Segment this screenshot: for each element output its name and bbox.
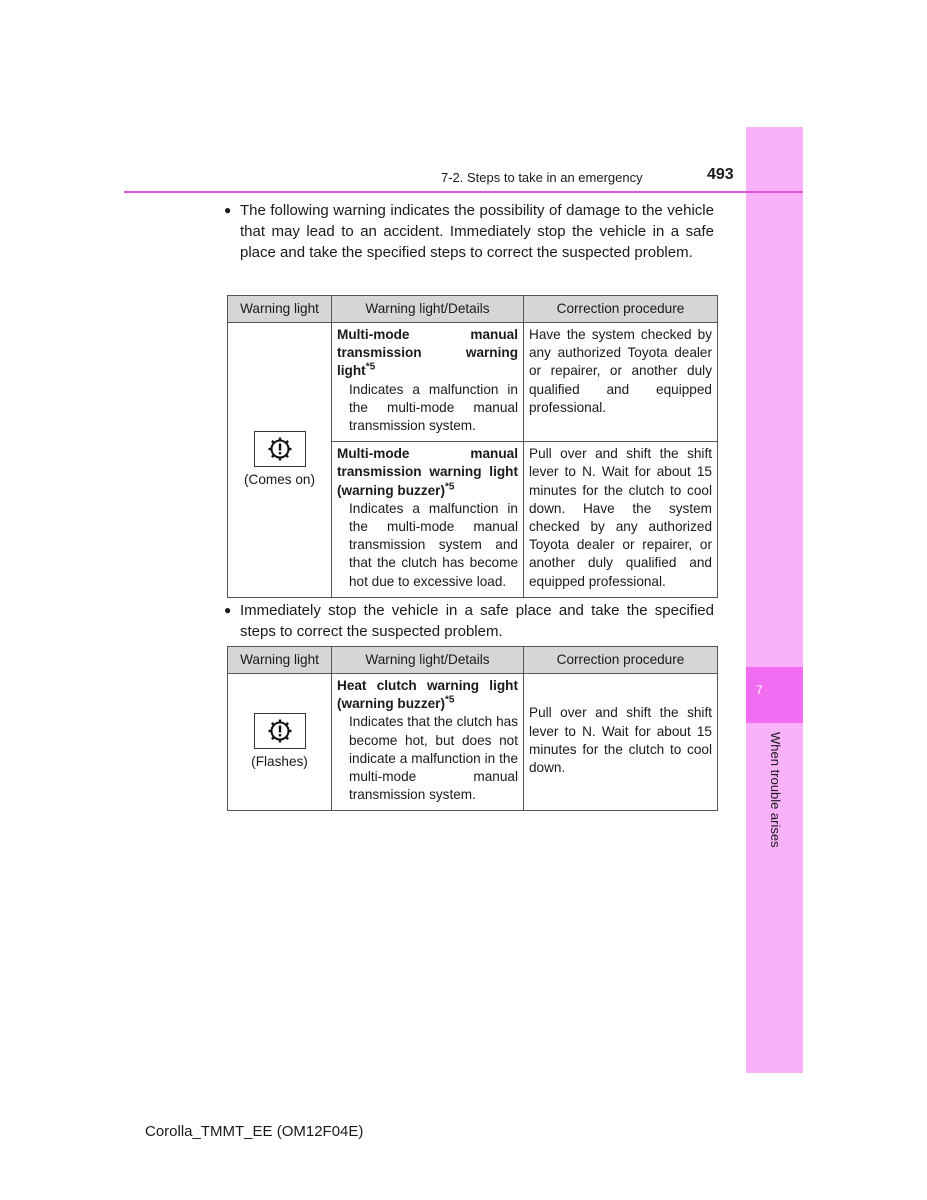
detail-description: Indicates that the clutch has become hot, but does not indicate a malfunction in the multi-mode manual transmission system. bbox=[349, 714, 518, 803]
warning-light-cell bbox=[228, 323, 332, 598]
bullet-text: The following warning indicates the possibility of damage to the vehicle that may lead to an accident. Immediately stop the vehicle in a safe place and take the specified steps to correct the suspected problem. bbox=[240, 202, 714, 261]
warning-light-caption: (Comes on) bbox=[243, 471, 315, 487]
bullet-icon: ● bbox=[224, 603, 232, 617]
table-header-row bbox=[228, 647, 718, 674]
footer-document-id: Corolla_TMMT_EE (OM12F04E) bbox=[145, 1123, 364, 1140]
transmission-warning-icon bbox=[254, 713, 306, 749]
column-header: Correction procedure bbox=[524, 296, 718, 323]
correction-cell: Pull over and shift the shift lever to N. Wait for about 15 minutes for the clutch to cool down. bbox=[524, 674, 718, 811]
warning-light-caption: (Flashes) bbox=[251, 754, 308, 770]
bullet-icon: ● bbox=[224, 203, 232, 217]
detail-title: Multi-mode manual transmission warning light$^{*5}$ bbox=[337, 327, 518, 379]
details-cell bbox=[332, 674, 524, 811]
footnote-ref: *5 bbox=[445, 481, 455, 493]
bullet-paragraph-1 bbox=[224, 200, 714, 263]
footnote-ref: *5 bbox=[445, 694, 455, 706]
column-header: Warning light bbox=[228, 647, 332, 674]
table-header-row bbox=[228, 296, 718, 323]
warning-table-1 bbox=[227, 295, 718, 598]
chapter-side-tab bbox=[746, 127, 803, 1073]
chapter-number-box[interactable] bbox=[746, 667, 803, 723]
transmission-warning-icon bbox=[254, 431, 306, 467]
chapter-name: When trouble arises bbox=[768, 732, 783, 848]
column-header: Warning light bbox=[228, 296, 332, 323]
detail-description: Indicates a malfunction in the multi-mode manual transmission system. bbox=[349, 381, 518, 434]
bullet-text: Immediately stop the vehicle in a safe place and take the specified steps to correct the suspected problem. bbox=[240, 602, 714, 640]
column-header: Correction procedure bbox=[524, 647, 718, 674]
detail-title: Multi-mode manual transmission warning light (warning buzzer)$^{*5}$ bbox=[337, 446, 518, 498]
correction-cell: Have the system checked by any authorized Toyota dealer or repairer, or another duly qualified and equipped professional. bbox=[524, 323, 718, 442]
table-row bbox=[228, 674, 718, 811]
warning-light-cell bbox=[228, 674, 332, 811]
details-cell bbox=[332, 442, 524, 598]
bullet-paragraph-2 bbox=[224, 600, 714, 642]
chapter-number: 7 bbox=[756, 683, 763, 697]
page-number: 493 bbox=[707, 166, 734, 183]
column-header: Warning light/Details bbox=[332, 647, 524, 674]
detail-title: Heat clutch warning light (warning buzzer)$^{*5}$ bbox=[337, 678, 518, 712]
column-header: Warning light/Details bbox=[332, 296, 524, 323]
warning-table-2 bbox=[227, 646, 718, 811]
footnote-ref: *5 bbox=[365, 361, 376, 373]
details-cell bbox=[332, 323, 524, 442]
section-title: 7-2. Steps to take in an emergency bbox=[441, 170, 643, 185]
correction-cell: Pull over and shift the shift lever to N. Wait for about 15 minutes for the clutch to cool down. Have the system checked by any authorized Toyota dealer or repairer, or another duly qualified and equipped professional. bbox=[524, 442, 718, 598]
header-rule bbox=[124, 191, 803, 193]
detail-description: Indicates a malfunction in the multi-mode manual transmission system and that the clutch has become hot due to excessive load. bbox=[349, 500, 518, 589]
table-row bbox=[228, 323, 718, 442]
